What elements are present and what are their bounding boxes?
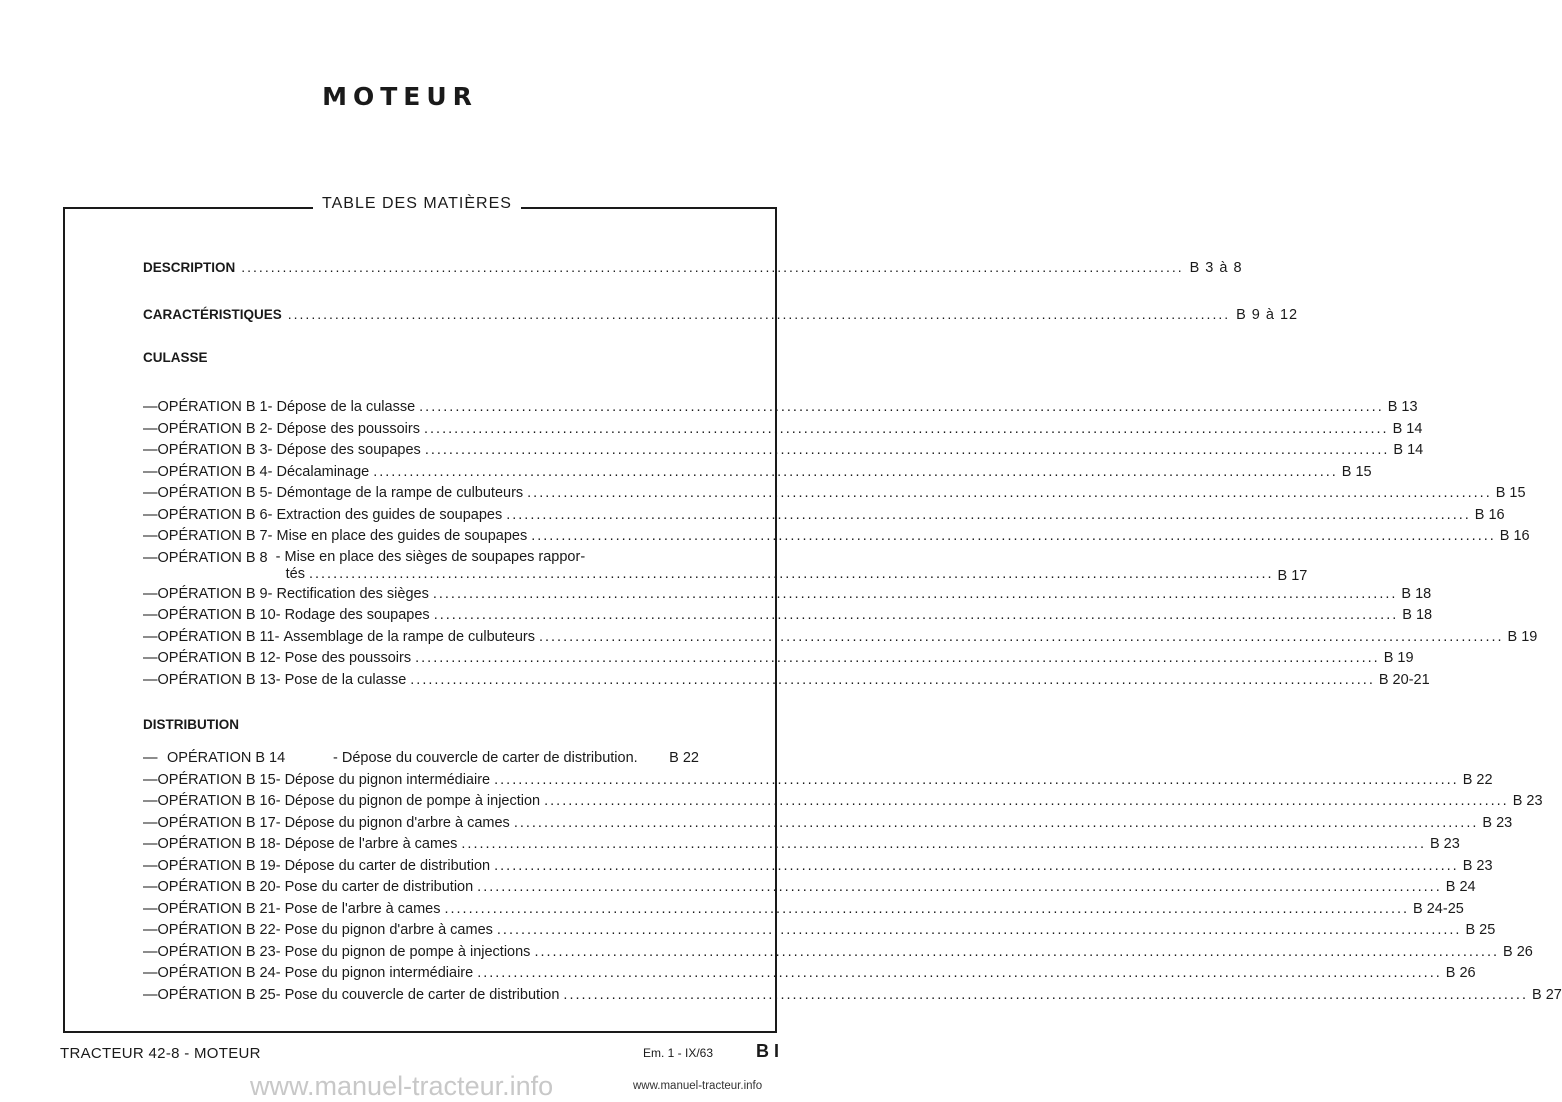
operation-code: OPÉRATION B 22 bbox=[157, 922, 276, 938]
leader-dots bbox=[563, 985, 1528, 1007]
toc-entry-description bbox=[143, 259, 1243, 276]
operation-description: Pose de la culasse bbox=[284, 671, 407, 688]
operation-page: B 18 bbox=[1401, 585, 1432, 602]
operation-row bbox=[143, 670, 1430, 692]
operation-separator: - bbox=[275, 814, 281, 831]
operation-code: OPÉRATION B 14 bbox=[167, 750, 286, 766]
operation-separator: - bbox=[275, 857, 281, 874]
operation-code: OPÉRATION B 3 bbox=[157, 442, 268, 458]
operation-separator: - bbox=[267, 420, 273, 437]
operation-page: B 16 bbox=[1474, 506, 1505, 523]
operation-line bbox=[276, 942, 1503, 964]
operation-body bbox=[276, 605, 1403, 627]
leader-dots bbox=[477, 877, 1442, 899]
operation-line bbox=[276, 648, 1384, 670]
leader-dots bbox=[461, 834, 1426, 856]
operation-separator: - bbox=[333, 750, 338, 766]
operation-separator: - bbox=[267, 399, 273, 415]
operation-line bbox=[276, 605, 1403, 627]
toc-entry-page: B 3 à 8 bbox=[1189, 260, 1243, 276]
operation-page: B 17 bbox=[1277, 567, 1308, 584]
leader-dots bbox=[434, 605, 1399, 627]
operation-body bbox=[333, 748, 647, 770]
operation-row bbox=[143, 505, 1505, 527]
leader-dots bbox=[288, 306, 1230, 322]
toc-entry-label: DESCRIPTION bbox=[143, 260, 236, 275]
operation-description: Pose du couvercle de carter de distribution bbox=[284, 986, 560, 1003]
operation-dash: — bbox=[143, 814, 158, 831]
operation-page: B 23 bbox=[1512, 793, 1543, 809]
operation-description: Décalaminage bbox=[276, 463, 370, 480]
operation-body bbox=[276, 770, 1463, 792]
operation-page: B 22 bbox=[669, 750, 699, 766]
operation-body bbox=[276, 920, 1466, 942]
operation-code: OPÉRATION B 23 bbox=[157, 943, 276, 960]
operation-page: B 13 bbox=[1387, 399, 1418, 415]
leader-dots bbox=[373, 462, 1338, 484]
operation-line-continued bbox=[268, 566, 1278, 582]
operation-dash: — bbox=[143, 399, 158, 415]
leader-dots bbox=[424, 419, 1389, 441]
operation-page: B 16 bbox=[1499, 528, 1530, 544]
operation-body bbox=[276, 963, 1446, 985]
operation-code: OPÉRATION B 9 bbox=[157, 585, 268, 602]
operation-body bbox=[276, 942, 1503, 964]
operation-dash: — bbox=[143, 442, 158, 458]
operation-row bbox=[143, 877, 1476, 899]
operation-row bbox=[143, 548, 1308, 584]
operation-description: Dépose du pignon d'arbre à cames bbox=[284, 814, 510, 831]
operation-code: OPÉRATION B 11 bbox=[157, 628, 275, 645]
operation-code: OPÉRATION B 17 bbox=[157, 814, 276, 831]
operation-body bbox=[268, 584, 1402, 606]
operation-description: Pose des poussoirs bbox=[284, 650, 412, 666]
operation-body bbox=[276, 856, 1463, 878]
operation-description: Rectification des sièges bbox=[276, 585, 429, 602]
operation-page: B 18 bbox=[1402, 607, 1433, 623]
operation-description: Pose du pignon intermédiaire bbox=[284, 965, 474, 981]
operation-description: Dépose de l'arbre à cames bbox=[284, 836, 458, 852]
operation-separator: - bbox=[275, 836, 281, 852]
leader-dots bbox=[241, 259, 1183, 275]
operation-code: OPÉRATION B 12 bbox=[157, 650, 276, 666]
leader-dots bbox=[539, 627, 1504, 649]
operation-body bbox=[276, 834, 1430, 856]
operation-page: B 26 bbox=[1503, 943, 1533, 960]
leader-dots bbox=[415, 648, 1380, 670]
operation-code: OPÉRATION B 7 bbox=[157, 528, 268, 544]
section-heading-culasse: CULASSE bbox=[143, 350, 208, 365]
page-title: MOTEUR bbox=[322, 82, 478, 111]
operation-separator: - bbox=[275, 900, 281, 917]
operation-body bbox=[268, 505, 1475, 527]
operation-code: OPÉRATION B 24 bbox=[157, 965, 276, 981]
operation-page: B 26 bbox=[1445, 965, 1476, 981]
operation-line bbox=[276, 834, 1430, 856]
operation-row bbox=[143, 462, 1372, 484]
operation-description: Dépose des soupapes bbox=[276, 442, 421, 458]
operation-description: Dépose du carter de distribution bbox=[284, 857, 491, 874]
operation-separator: - bbox=[267, 463, 273, 480]
operation-separator: - bbox=[275, 607, 281, 623]
operation-page: B 23 bbox=[1462, 857, 1493, 874]
operation-line bbox=[276, 791, 1513, 813]
operation-code: OPÉRATION B 8 bbox=[157, 549, 268, 566]
operation-page: B 24-25 bbox=[1413, 900, 1464, 917]
operation-separator: - bbox=[275, 943, 281, 960]
operation-row bbox=[143, 483, 1526, 505]
leader-dots bbox=[494, 770, 1459, 792]
leader-dots bbox=[419, 397, 1384, 419]
watermark-small: www.manuel-tracteur.info bbox=[633, 1080, 763, 1092]
operation-separator: - bbox=[275, 793, 281, 809]
operation-body bbox=[268, 548, 1278, 582]
operation-row bbox=[143, 748, 699, 770]
operation-body bbox=[268, 419, 1393, 441]
operation-description: Pose du pignon de pompe à injections bbox=[284, 943, 531, 960]
operation-body bbox=[276, 813, 1483, 835]
operation-line bbox=[276, 813, 1483, 835]
operation-dash: — bbox=[143, 750, 158, 766]
operation-description: Mise en place des sièges de soupapes rappor- bbox=[284, 548, 586, 565]
operation-description: Pose du pignon d'arbre à cames bbox=[284, 922, 493, 938]
operation-code: OPÉRATION B 10 bbox=[157, 607, 276, 623]
operation-dash: — bbox=[143, 628, 158, 645]
operation-line bbox=[276, 856, 1463, 878]
operation-description: Pose de l'arbre à cames bbox=[284, 900, 441, 917]
operation-line bbox=[268, 483, 1496, 505]
leader-dots bbox=[506, 505, 1471, 527]
operation-separator: - bbox=[267, 528, 273, 544]
operation-description: Pose du carter de distribution bbox=[284, 879, 474, 895]
operation-separator: - bbox=[275, 650, 281, 666]
operation-line bbox=[276, 985, 1532, 1007]
operation-description: Assemblage de la rampe de culbuteurs bbox=[283, 628, 535, 645]
operation-description: Mise en place des guides de soupapes bbox=[276, 528, 528, 544]
operation-dash: — bbox=[143, 506, 158, 523]
operation-separator: - bbox=[267, 506, 273, 523]
operation-dash: — bbox=[143, 879, 158, 895]
leader-dots bbox=[477, 963, 1442, 985]
operation-line bbox=[268, 505, 1475, 527]
operation-dash: — bbox=[143, 463, 158, 480]
operation-separator: - bbox=[275, 671, 281, 688]
operation-line bbox=[333, 748, 647, 770]
toc-entry-label: CARACTÉRISTIQUES bbox=[143, 307, 282, 322]
leader-dots bbox=[497, 920, 1462, 942]
operation-row bbox=[143, 584, 1432, 606]
operation-line bbox=[268, 397, 1388, 419]
operation-row bbox=[143, 920, 1496, 942]
operation-description: Dépose du couvercle de carter de distribution. bbox=[341, 750, 638, 766]
distribution-operations-list bbox=[143, 748, 1562, 1006]
operation-line bbox=[276, 670, 1379, 692]
operation-line bbox=[275, 627, 1508, 649]
operation-description: Dépose du pignon intermédiaire bbox=[284, 771, 491, 788]
operation-body bbox=[276, 877, 1446, 899]
operation-page: B 25 bbox=[1465, 922, 1496, 938]
operation-row bbox=[143, 440, 1424, 462]
operation-body bbox=[276, 985, 1532, 1007]
operation-line bbox=[276, 920, 1466, 942]
operation-separator: - bbox=[275, 922, 281, 938]
leader-dots bbox=[544, 791, 1509, 813]
operation-dash: — bbox=[143, 528, 158, 544]
leader-dots bbox=[534, 942, 1499, 964]
operation-dash: — bbox=[143, 965, 158, 981]
operation-page: B 20-21 bbox=[1378, 671, 1430, 688]
operation-row bbox=[143, 813, 1513, 835]
operation-dash: — bbox=[143, 986, 158, 1003]
operation-code: OPÉRATION B 15 bbox=[157, 771, 276, 788]
operation-page: B 23 bbox=[1429, 836, 1460, 852]
operation-row bbox=[143, 942, 1533, 964]
operation-code: OPÉRATION B 19 bbox=[157, 857, 276, 874]
operation-page: B 14 bbox=[1392, 420, 1423, 437]
operation-row bbox=[143, 856, 1493, 878]
operation-dash: — bbox=[143, 650, 158, 666]
toc-entry-page: B 9 à 12 bbox=[1236, 307, 1299, 323]
operation-body bbox=[275, 627, 1508, 649]
operation-separator: - bbox=[274, 628, 280, 645]
operation-description: Dépose de la culasse bbox=[276, 399, 416, 415]
operation-dash: — bbox=[143, 607, 158, 623]
operation-line bbox=[276, 877, 1446, 899]
footer-edition: Em. 1 - IX/63 bbox=[643, 1046, 714, 1060]
operation-separator: - bbox=[267, 585, 273, 602]
leader-dots bbox=[410, 670, 1375, 692]
operation-description: Extraction des guides de soupapes bbox=[276, 506, 503, 523]
operation-separator: - bbox=[275, 879, 281, 895]
operation-line bbox=[268, 462, 1342, 484]
operation-row bbox=[143, 627, 1538, 649]
operation-body bbox=[268, 440, 1394, 462]
operation-dash: — bbox=[143, 922, 158, 938]
operation-description: Dépose du pignon de pompe à injection bbox=[284, 793, 541, 809]
leader-dots bbox=[527, 483, 1492, 505]
operation-row bbox=[143, 397, 1418, 419]
operation-body bbox=[276, 899, 1413, 921]
operation-dash: — bbox=[143, 836, 158, 852]
operation-code: OPÉRATION B 16 bbox=[157, 793, 276, 809]
leader-dots bbox=[494, 856, 1459, 878]
frame-top-right-rule bbox=[521, 207, 777, 209]
operation-dash: — bbox=[143, 420, 158, 437]
operation-dash: — bbox=[143, 485, 158, 501]
operation-page: B 22 bbox=[1462, 771, 1493, 788]
operation-body bbox=[268, 397, 1388, 419]
operation-row bbox=[143, 419, 1423, 441]
operation-code: OPÉRATION B 18 bbox=[157, 836, 276, 852]
operation-row bbox=[143, 770, 1493, 792]
operation-description: Démontage de la rampe de culbuteurs bbox=[276, 485, 524, 501]
operation-code: OPÉRATION B 5 bbox=[157, 485, 268, 501]
operation-page: B 14 bbox=[1393, 442, 1424, 458]
section-heading-distribution: DISTRIBUTION bbox=[143, 717, 239, 732]
operation-dash: — bbox=[143, 793, 158, 809]
operation-page: B 15 bbox=[1341, 463, 1372, 480]
operation-line bbox=[268, 419, 1393, 441]
operation-row bbox=[143, 899, 1464, 921]
operation-line bbox=[276, 770, 1463, 792]
operation-body bbox=[276, 670, 1379, 692]
operation-line bbox=[276, 899, 1413, 921]
leader-dots bbox=[425, 440, 1390, 462]
operation-page: B 24 bbox=[1445, 879, 1476, 895]
operation-code: OPÉRATION B 6 bbox=[157, 506, 268, 523]
operation-page: B 15 bbox=[1495, 485, 1526, 501]
leader-dots bbox=[444, 899, 1409, 921]
operation-dash: — bbox=[143, 900, 158, 917]
operation-row bbox=[143, 526, 1530, 548]
operation-separator: - bbox=[267, 485, 273, 501]
operation-description: Dépose des poussoirs bbox=[276, 420, 420, 437]
operation-row bbox=[143, 963, 1476, 985]
operation-body bbox=[276, 648, 1384, 670]
operation-page: B 27 bbox=[1532, 986, 1562, 1003]
operation-code: OPÉRATION B 1 bbox=[157, 399, 268, 415]
operation-body bbox=[268, 462, 1342, 484]
leader-dots bbox=[514, 813, 1479, 835]
operation-body bbox=[268, 526, 1500, 548]
operation-row bbox=[143, 605, 1433, 627]
operation-description: Rodage des soupapes bbox=[284, 607, 430, 623]
operation-code: OPÉRATION B 4 bbox=[157, 463, 268, 480]
watermark: www.manuel-tracteur.info bbox=[250, 1071, 554, 1101]
operation-dash: — bbox=[143, 771, 158, 788]
operation-dash: — bbox=[143, 549, 158, 566]
operation-page: B 23 bbox=[1482, 814, 1513, 831]
operation-body bbox=[268, 483, 1496, 505]
leader-dots bbox=[531, 526, 1496, 548]
toc-entry-caracteristiques bbox=[143, 306, 1299, 323]
leader-dots bbox=[309, 566, 1274, 582]
operation-line bbox=[268, 548, 1278, 566]
operation-row bbox=[143, 648, 1414, 670]
footer-page-mark: B I bbox=[756, 1041, 780, 1061]
operation-code: OPÉRATION B 21 bbox=[157, 900, 276, 917]
operation-dash: — bbox=[143, 585, 158, 602]
operation-dash: — bbox=[143, 671, 158, 688]
operation-separator: - bbox=[275, 548, 281, 565]
toc-title: TABLE DES MATIÈRES bbox=[313, 195, 521, 213]
operation-page: B 19 bbox=[1507, 628, 1538, 645]
operation-code: OPÉRATION B 13 bbox=[157, 671, 276, 688]
operation-line bbox=[268, 584, 1402, 606]
operation-line bbox=[268, 526, 1500, 548]
operation-line bbox=[268, 440, 1394, 462]
operation-line bbox=[276, 963, 1446, 985]
leader-dots bbox=[433, 584, 1398, 606]
culasse-operations-list bbox=[143, 397, 1538, 691]
operation-description-continued: tés bbox=[285, 565, 305, 582]
operation-page: B 19 bbox=[1383, 650, 1414, 666]
operation-separator: - bbox=[275, 965, 281, 981]
operation-row bbox=[143, 985, 1562, 1007]
operation-row bbox=[143, 834, 1460, 856]
operation-dash: — bbox=[143, 857, 158, 874]
operation-row bbox=[143, 791, 1543, 813]
operation-code: OPÉRATION B 2 bbox=[157, 420, 268, 437]
operation-body bbox=[276, 791, 1513, 813]
frame-top-left-rule bbox=[63, 207, 313, 209]
footer-title: TRACTEUR 42-8 - MOTEUR bbox=[60, 1045, 261, 1062]
operation-separator: - bbox=[275, 771, 281, 788]
operation-separator: - bbox=[275, 986, 281, 1003]
operation-code: OPÉRATION B 20 bbox=[157, 879, 276, 895]
operation-dash: — bbox=[143, 943, 158, 960]
operation-separator: - bbox=[267, 442, 273, 458]
operation-code: OPÉRATION B 25 bbox=[157, 986, 276, 1003]
